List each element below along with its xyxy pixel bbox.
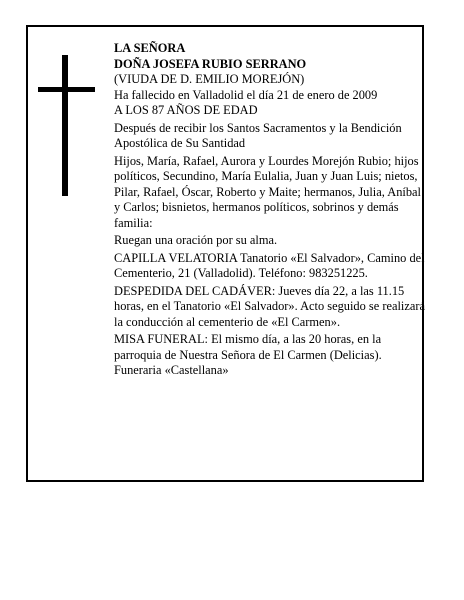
cross-horizontal-bar <box>38 87 95 92</box>
age-line: A LOS 87 AÑOS DE EDAD <box>114 103 258 117</box>
funeral-mass-paragraph: MISA FUNERAL: El mismo día, a las 20 horas, en la parroquia de Nuestra Señora de El Carmen (Delicias). <box>114 332 382 362</box>
obituary-text <box>114 41 426 379</box>
prayer-line: Ruegan una oración por su alma. <box>114 233 278 247</box>
death-line: Ha fallecido en Valladolid el día 21 de enero de 2009 <box>114 87 378 102</box>
farewell-paragraph: DESPEDIDA DEL CADÁVER: Jueves día 22, a las 11.15 horas, en el Tanatorio «El Salvador». Acto seguido se realizará la conducción al cementerio de «El Carmen». <box>114 283 425 329</box>
funeral-home-line: Funeraria «Castellana» <box>114 363 229 377</box>
family-paragraph: Hijos, María, Rafael, Aurora y Lourdes Morejón Rubio; hijos políticos, Secundino, María Eulalia, Juan y Juan Luis; nietos, Pilar, Rafael, Óscar, Roberto y Maite; hermanos, Julia, Aníbal y Carlos; bisnietos, hermanos políticos, sobrinos y demás familia: <box>114 153 421 230</box>
widow-line: (VIUDA DE D. EMILIO MOREJÓN) <box>114 72 305 86</box>
cross-vertical-bar <box>62 55 68 196</box>
title-la-senora: LA SEÑORA <box>114 41 186 55</box>
sacraments-paragraph: Después de recibir los Santos Sacramentos y la Bendición Apostólica de Su Santidad <box>114 120 402 150</box>
chapel-paragraph: CAPILLA VELATORIA Tanatorio «El Salvador», Camino del Cementerio, 21 (Valladolid). Teléfono: 983251225. <box>114 250 425 280</box>
deceased-name: DOÑA JOSEFA RUBIO SERRANO <box>114 56 307 71</box>
